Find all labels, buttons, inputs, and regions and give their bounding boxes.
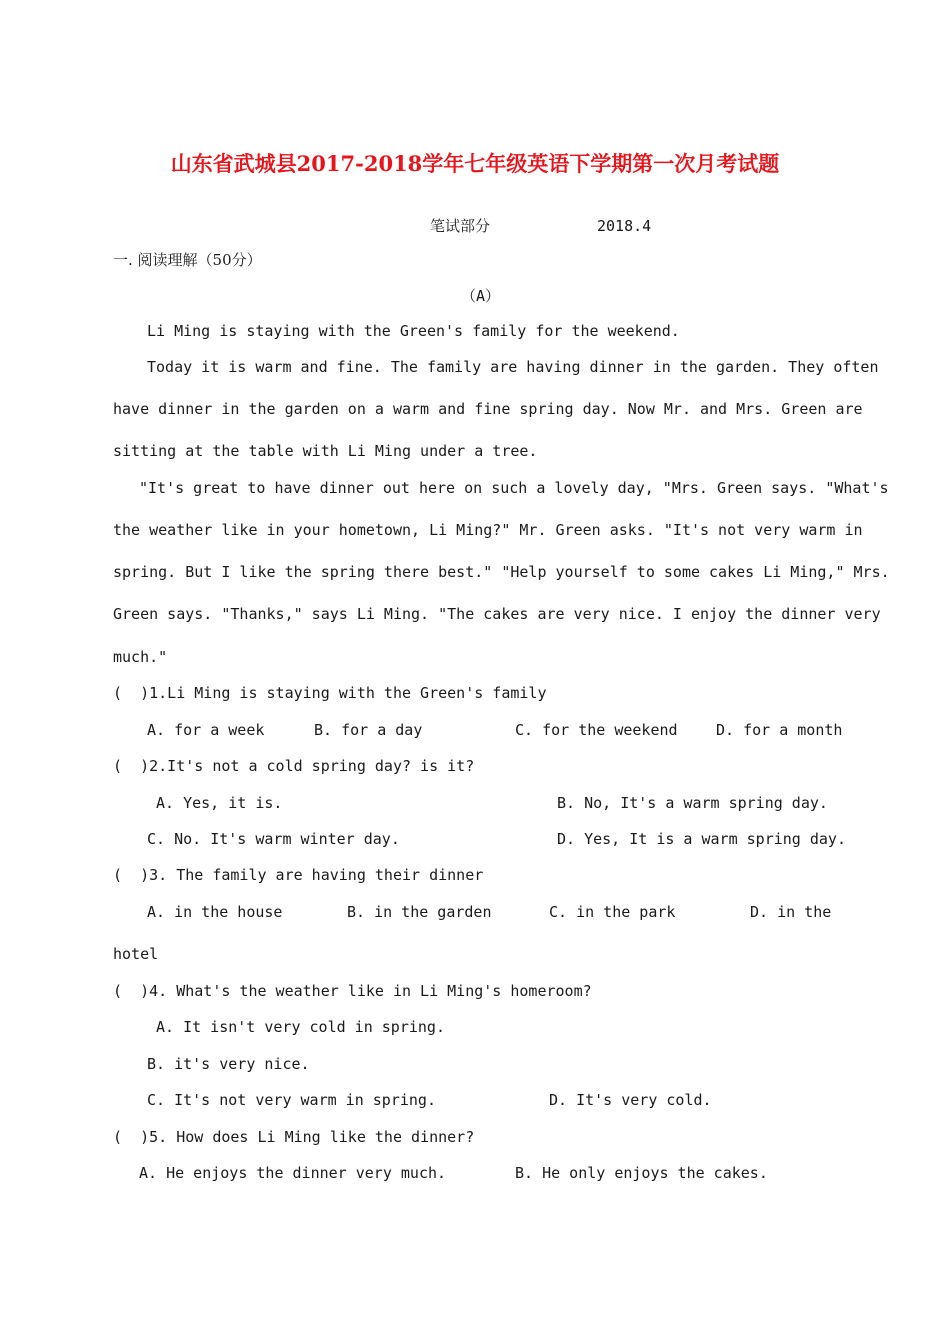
option-b: B. No, It's a warm spring day. (557, 794, 828, 812)
question-stem: ( )4. What's the weather like in Li Ming's homeroom? (113, 982, 592, 1000)
passage-line: "It's great to have dinner out here on such a lovely day, "Mrs. Green says. "What's (139, 479, 889, 497)
passage-line: Green says. "Thanks," says Li Ming. "The cakes are very nice. I enjoy the dinner very (113, 605, 881, 623)
option-d: D. for a month (716, 721, 843, 739)
passage-line: Li Ming is staying with the Green's family for the weekend. (147, 322, 680, 340)
exam-title: 山东省武城县2017-2018学年七年级英语下学期第一次月考试题 (170, 151, 780, 176)
option-a: A. in the house (147, 903, 283, 921)
question-stem: ( )3. The family are having their dinner (113, 866, 484, 884)
question-stem: ( )2.It's not a cold spring day? is it? (113, 757, 475, 775)
option-a: A. He enjoys the dinner very much. (139, 1164, 447, 1182)
option-b: B. He only enjoys the cakes. (515, 1164, 768, 1182)
option-d: D. It's very cold. (549, 1091, 712, 1109)
passage-line: have dinner in the garden on a warm and fine spring day. Now Mr. and Mrs. Green are (113, 400, 863, 418)
option-b: B. in the garden (347, 903, 492, 921)
option-d: D. Yes, It is a warm spring day. (557, 830, 846, 848)
option-c: C. It's not very warm in spring. (147, 1091, 436, 1109)
section-label: 笔试部分 (430, 217, 491, 235)
question-stem: ( )5. How does Li Ming like the dinner? (113, 1128, 475, 1146)
passage-line: spring. But I like the spring there best." "Help yourself to some cakes Li Ming," Mrs. (113, 563, 890, 581)
option-b: B. for a day (314, 721, 423, 739)
passage-line: Today it is warm and fine. The family are having dinner in the garden. They often (147, 358, 879, 376)
question-stem: ( )1.Li Ming is staying with the Green's family (113, 684, 547, 702)
option-a: A. It isn't very cold in spring. (156, 1018, 445, 1036)
option-c: C. in the park (549, 903, 676, 921)
option-d: D. in the (750, 903, 832, 921)
option-c: C. for the weekend (515, 721, 678, 739)
option-d-continued: hotel (113, 945, 159, 963)
option-a: A. Yes, it is. (156, 794, 283, 812)
passage-line: the weather like in your hometown, Li Ming?" Mr. Green asks. "It's not very warm in (113, 521, 863, 539)
passage-line: much." (113, 648, 168, 666)
passage-line: sitting at the table with Li Ming under a tree. (113, 442, 538, 460)
option-c: C. No. It's warm winter day. (147, 830, 400, 848)
option-b: B. it's very nice. (147, 1055, 310, 1073)
exam-date: 2018.4 (597, 217, 652, 235)
option-a: A. for a week (147, 721, 265, 739)
passage-label: （A） (461, 287, 501, 305)
part-heading: 一. 阅读理解（50分） (113, 251, 262, 269)
